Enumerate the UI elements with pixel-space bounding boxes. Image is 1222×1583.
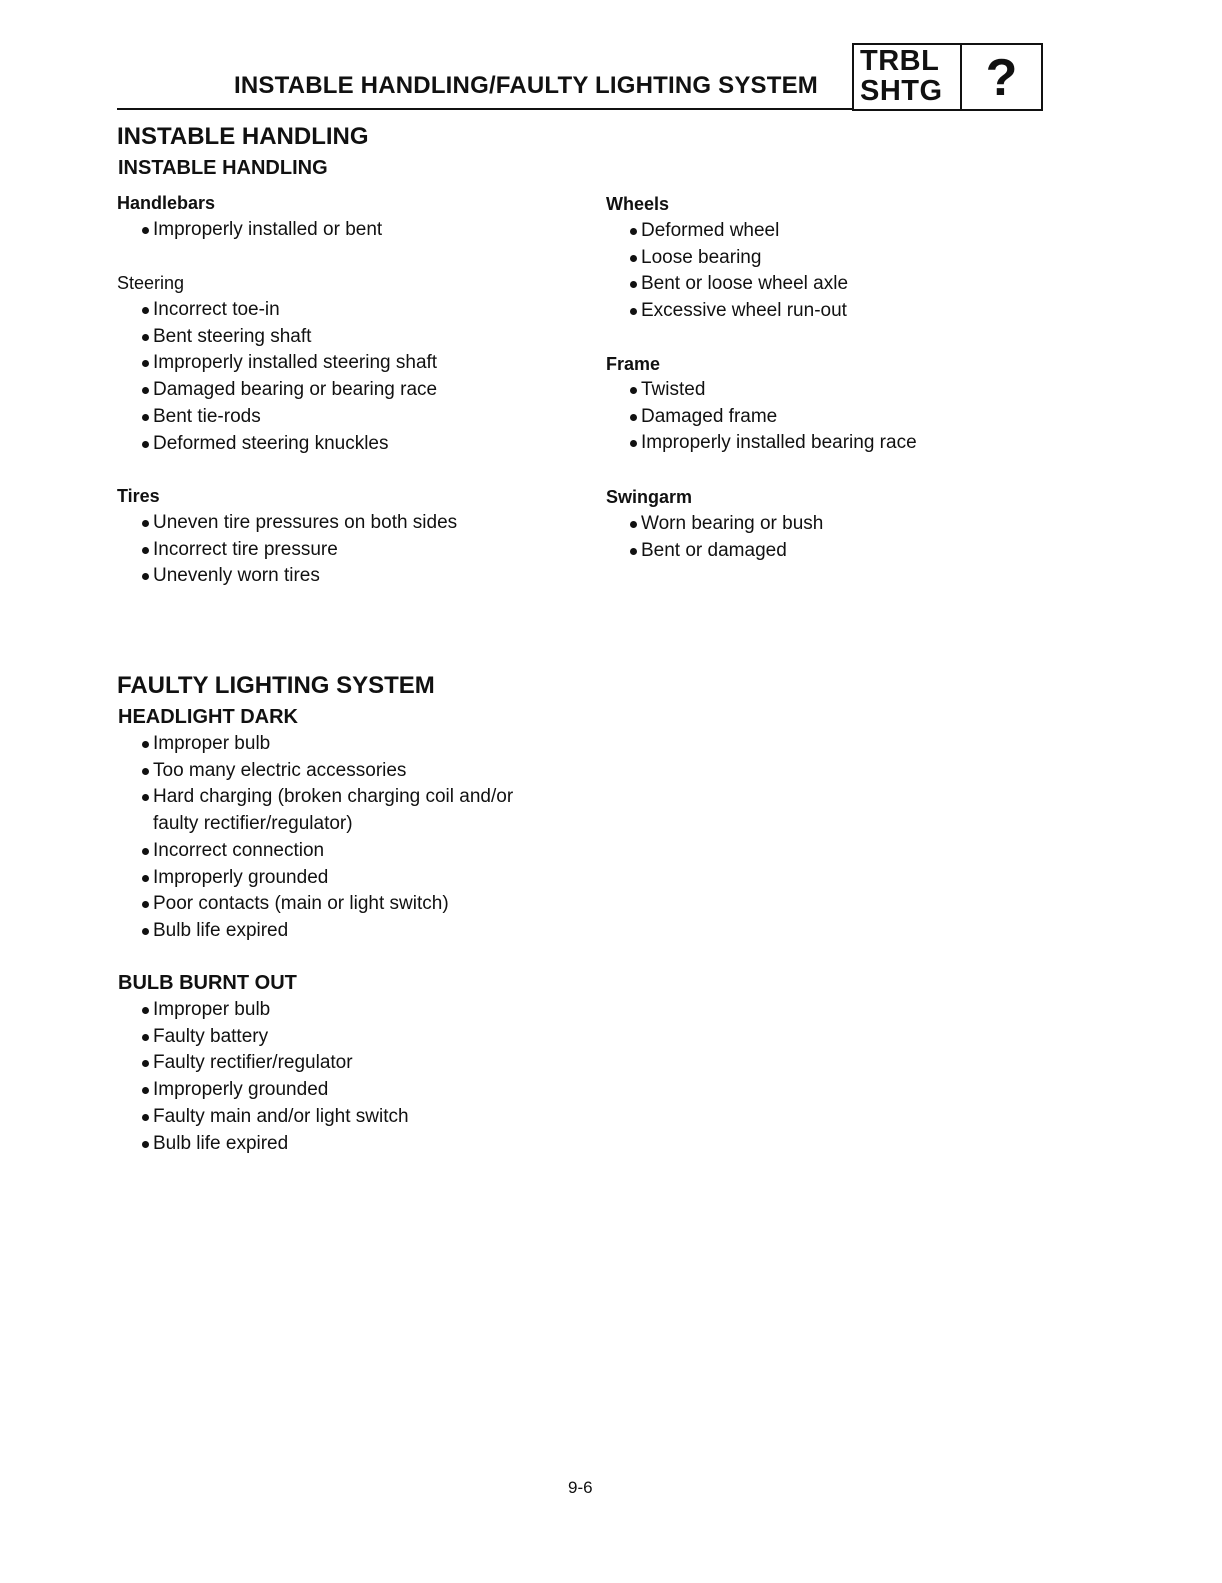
list-item: Unevenly worn tires (141, 563, 457, 590)
group-title-handlebars: Handlebars (117, 193, 216, 213)
list-item: Improperly grounded (141, 1077, 409, 1104)
badge-text (860, 46, 960, 106)
list-item: Bent or damaged (629, 538, 823, 565)
section-badge (852, 43, 1043, 111)
list-item: Bent or loose wheel axle (629, 271, 848, 298)
list-item-line: Hard charging (broken charging coil and/or (153, 786, 514, 808)
headlight-dark-list (141, 731, 513, 945)
section-title-instable-handling: INSTABLE HANDLING (117, 123, 369, 150)
list-item: Damaged bearing or bearing race (141, 377, 437, 404)
list-item: Improperly installed bearing race (629, 430, 917, 457)
frame-list (629, 377, 917, 457)
list-item: Incorrect tire pressure (141, 537, 457, 564)
group-title-wheels: Wheels (606, 194, 670, 214)
tires-list (141, 510, 457, 590)
list-item: Deformed wheel (629, 218, 848, 245)
bulb-burnt-out-list (141, 997, 409, 1157)
list-item: Bent tie-rods (141, 404, 437, 431)
page-header-title: INSTABLE HANDLING/FAULTY LIGHTING SYSTEM (234, 72, 818, 99)
list-item: Bulb life expired (141, 1131, 409, 1158)
list-item: Improper bulb (141, 731, 513, 758)
list-item: Bulb life expired (141, 918, 513, 945)
list-item (141, 784, 513, 837)
list-item: Loose bearing (629, 245, 848, 272)
subsection-title-instable-handling: INSTABLE HANDLING (118, 157, 328, 179)
list-item: Worn bearing or bush (629, 511, 823, 538)
page-number: 9-6 (568, 1478, 593, 1497)
swingarm-list (629, 511, 823, 564)
list-item: Incorrect toe-in (141, 297, 437, 324)
badge-line-2: SHTG (860, 75, 943, 107)
group-title-steering: Steering (117, 273, 185, 293)
list-item: Improperly grounded (141, 865, 513, 892)
list-item: Faulty rectifier/regulator (141, 1050, 409, 1077)
list-item: Faulty main and/or light switch (141, 1104, 409, 1131)
list-item: Faulty battery (141, 1024, 409, 1051)
list-item: Excessive wheel run-out (629, 298, 848, 325)
section-title-faulty-lighting: FAULTY LIGHTING SYSTEM (117, 672, 435, 699)
steering-list (141, 297, 437, 457)
wheels-list (629, 218, 848, 325)
group-title-swingarm: Swingarm (606, 487, 693, 507)
list-item: Improperly installed or bent (141, 217, 382, 244)
list-item: Improper bulb (141, 997, 409, 1024)
subsection-title-headlight-dark: HEADLIGHT DARK (118, 706, 298, 728)
list-item: Twisted (629, 377, 917, 404)
list-item: Uneven tire pressures on both sides (141, 510, 457, 537)
group-title-tires: Tires (117, 486, 160, 506)
subsection-title-bulb-burnt-out: BULB BURNT OUT (118, 972, 297, 994)
list-item-continuation: faulty rectifier/regulator) (153, 813, 353, 835)
list-item: Damaged frame (629, 404, 917, 431)
question-mark-icon: ? (985, 49, 1018, 107)
list-item: Bent steering shaft (141, 324, 437, 351)
list-item: Deformed steering knuckles (141, 431, 437, 458)
header-rule (117, 108, 853, 110)
handlebars-list (141, 217, 382, 244)
group-title-frame: Frame (606, 354, 661, 374)
list-item: Improperly installed steering shaft (141, 350, 437, 377)
list-item: Poor contacts (main or light switch) (141, 891, 513, 918)
list-item: Too many electric accessories (141, 758, 513, 785)
list-item: Incorrect connection (141, 838, 513, 865)
badge-line-1: TRBL (860, 45, 940, 77)
